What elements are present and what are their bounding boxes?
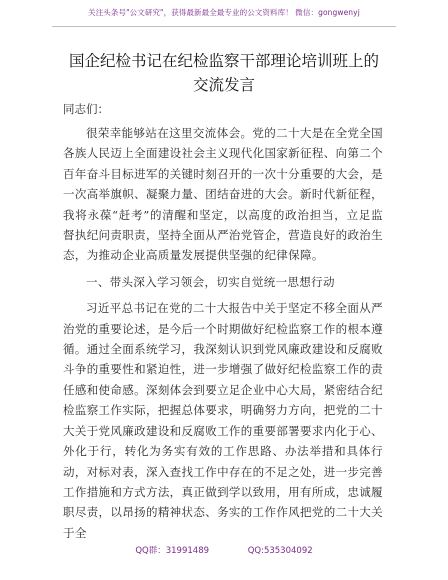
paragraph-section-1: 习近平总书记在党的二十大报告中关于坚定不移全面从严治党的重要论述，是今后一个时期做好纪检监察工作的根本遵循。通过全面系统学习，我深刻认识到党风廉政建设和反腐败斗争的重要性和紧迫性，进一步增强了做好纪检监察工作的责任感和使命感。深刻体会到要立足企业中心大局，紧密结合纪检监察工作实际，把握总体要求，明确努力方向，把党的二十大关于党风廉政建设和反腐败工作的重要部署要求内化于心、外化于行，转化为务实有效的工作思路、办法举措和具体行动，对标对表，深入查找工作中存在的不足之处，进一步完善工作措施和方式方法，真正做到学以致用，用有所成，忠诚履职尽责，以昂扬的精神状态、务实的工作作风把党的二十大关于全	[63, 301, 383, 540]
paragraph-intro: 很荣幸能够站在这里交流体会。党的二十大是在全党全国各族人民迈上全面建设社会主义现代化国家新征程、向第二个百年奋斗目标进军的关键时刻召开的一次十分重要的大会，是一次高举旗帜、凝聚力量、团结奋进的大会。新时代新征程，我将永葆“赶考”的清醒和坚定，以高度的政治担当，立足监督执纪问责职责，坚持全面从严治党管企，营造良好的政治生态，为推动企业高质量发展提供坚强的纪律保障。	[63, 126, 383, 263]
header-divider	[52, 26, 396, 27]
title-line-1: 国企纪检书记在纪检监察干部理论培训班上的	[68, 52, 379, 70]
header-note: 关注头条号"公文研究"，获得最新最全最专业的公文资料库！ 微信：gongwenyj	[88, 8, 360, 17]
section-heading-1: 一、带头深入学习领会，切实自觉统一思想行动	[86, 274, 335, 289]
footer-contact	[0, 544, 448, 556]
document-title	[40, 49, 408, 97]
salutation: 同志们：	[63, 102, 109, 116]
document-body	[63, 123, 383, 543]
footer-qq-group: QQ群：31991489	[135, 546, 210, 556]
title-line-2: 交流发言	[192, 76, 255, 94]
footer-qq: QQ:535304092	[247, 546, 313, 556]
